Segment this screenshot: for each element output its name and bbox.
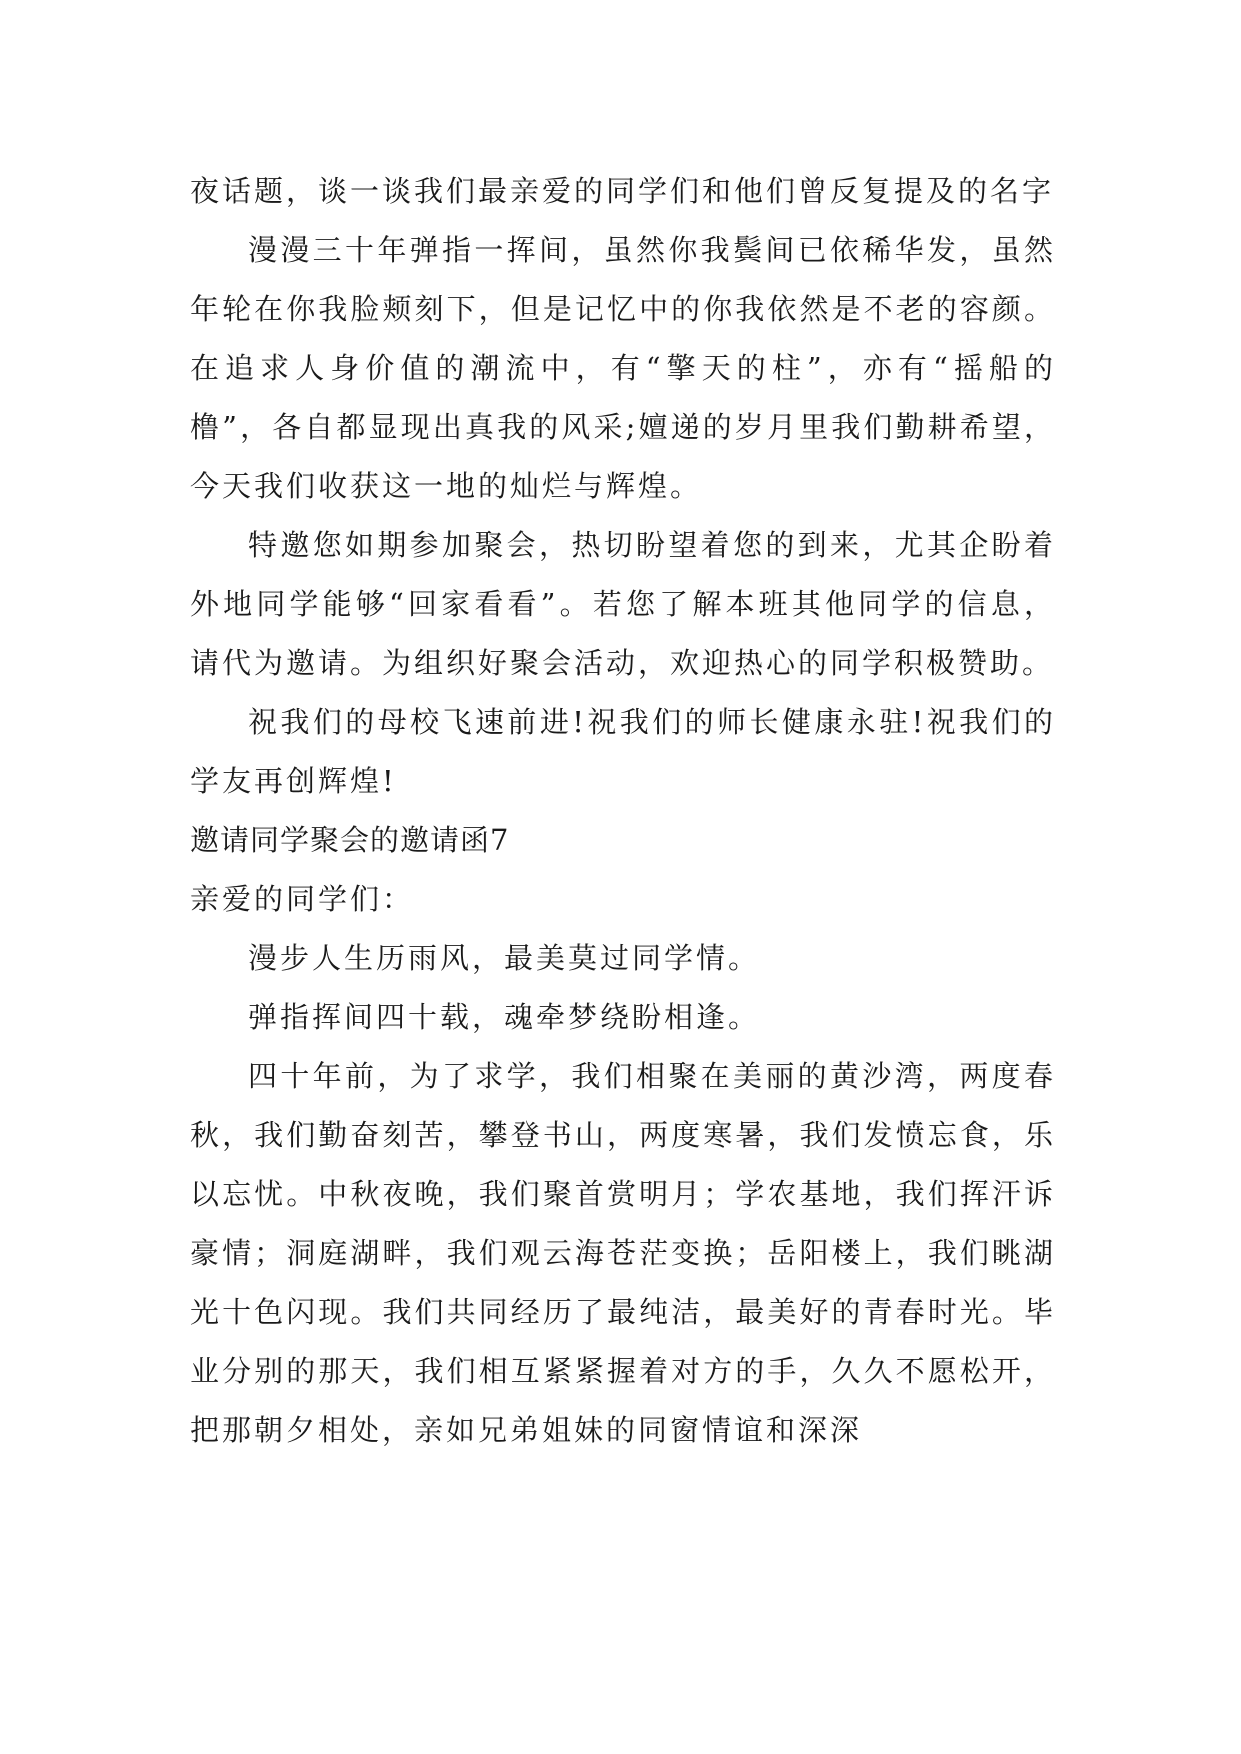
salutation: 亲爱的同学们： <box>190 882 415 916</box>
paragraph-3: 特邀您如期参加聚会，热切盼望着您的到来，尤其企盼着外地同学能够“回家看看”。若您了解本班其他同学的信息，请代为邀请。为组织好聚会活动，欢迎热心的同学积极赞助。 <box>190 528 1056 680</box>
document-body <box>190 162 1056 1460</box>
verse-line-1: 漫步人生历雨风，最美莫过同学情。 <box>248 941 761 975</box>
paragraph-body: 四十年前，为了求学，我们相聚在美丽的黄沙湾，两度春秋，我们勤奋刻苦，攀登书山，两度寒暑，我们发愤忘食，乐以忘忧。中秋夜晚，我们聚首赏明月；学农基地，我们挥汗诉豪情；洞庭湖畔，我们观云海苍茫变换；岳阳楼上，我们眺湖光十色闪现。我们共同经历了最纯洁，最美好的青春时光。毕业分别的那天，我们相互紧紧握着对方的手，久久不愿松开，把那朝夕相处，亲如兄弟姐妹的同窗情谊和深深 <box>190 1059 1056 1447</box>
section-heading: 邀请同学聚会的邀请函7 <box>190 823 510 857</box>
paragraph-1: 夜话题，谈一谈我们最亲爱的同学们和他们曾反复提及的名字 <box>190 174 1055 208</box>
paragraph-4: 祝我们的母校飞速前进!祝我们的师长健康永驻!祝我们的学友再创辉煌! <box>190 705 1056 798</box>
verse-line-2: 弹指挥间四十载，魂牵梦绕盼相逢。 <box>248 1000 761 1034</box>
paragraph-2: 漫漫三十年弹指一挥间，虽然你我鬓间已依稀华发，虽然年轮在你我脸颊刻下，但是记忆中的你我依然是不老的容颜。在追求人身价值的潮流中，有“擎天的柱”，亦有“摇船的橹”，各自都显现出真我的风采;嬗递的岁月里我们勤耕希望，今天我们收获这一地的灿烂与辉煌。 <box>190 233 1056 503</box>
